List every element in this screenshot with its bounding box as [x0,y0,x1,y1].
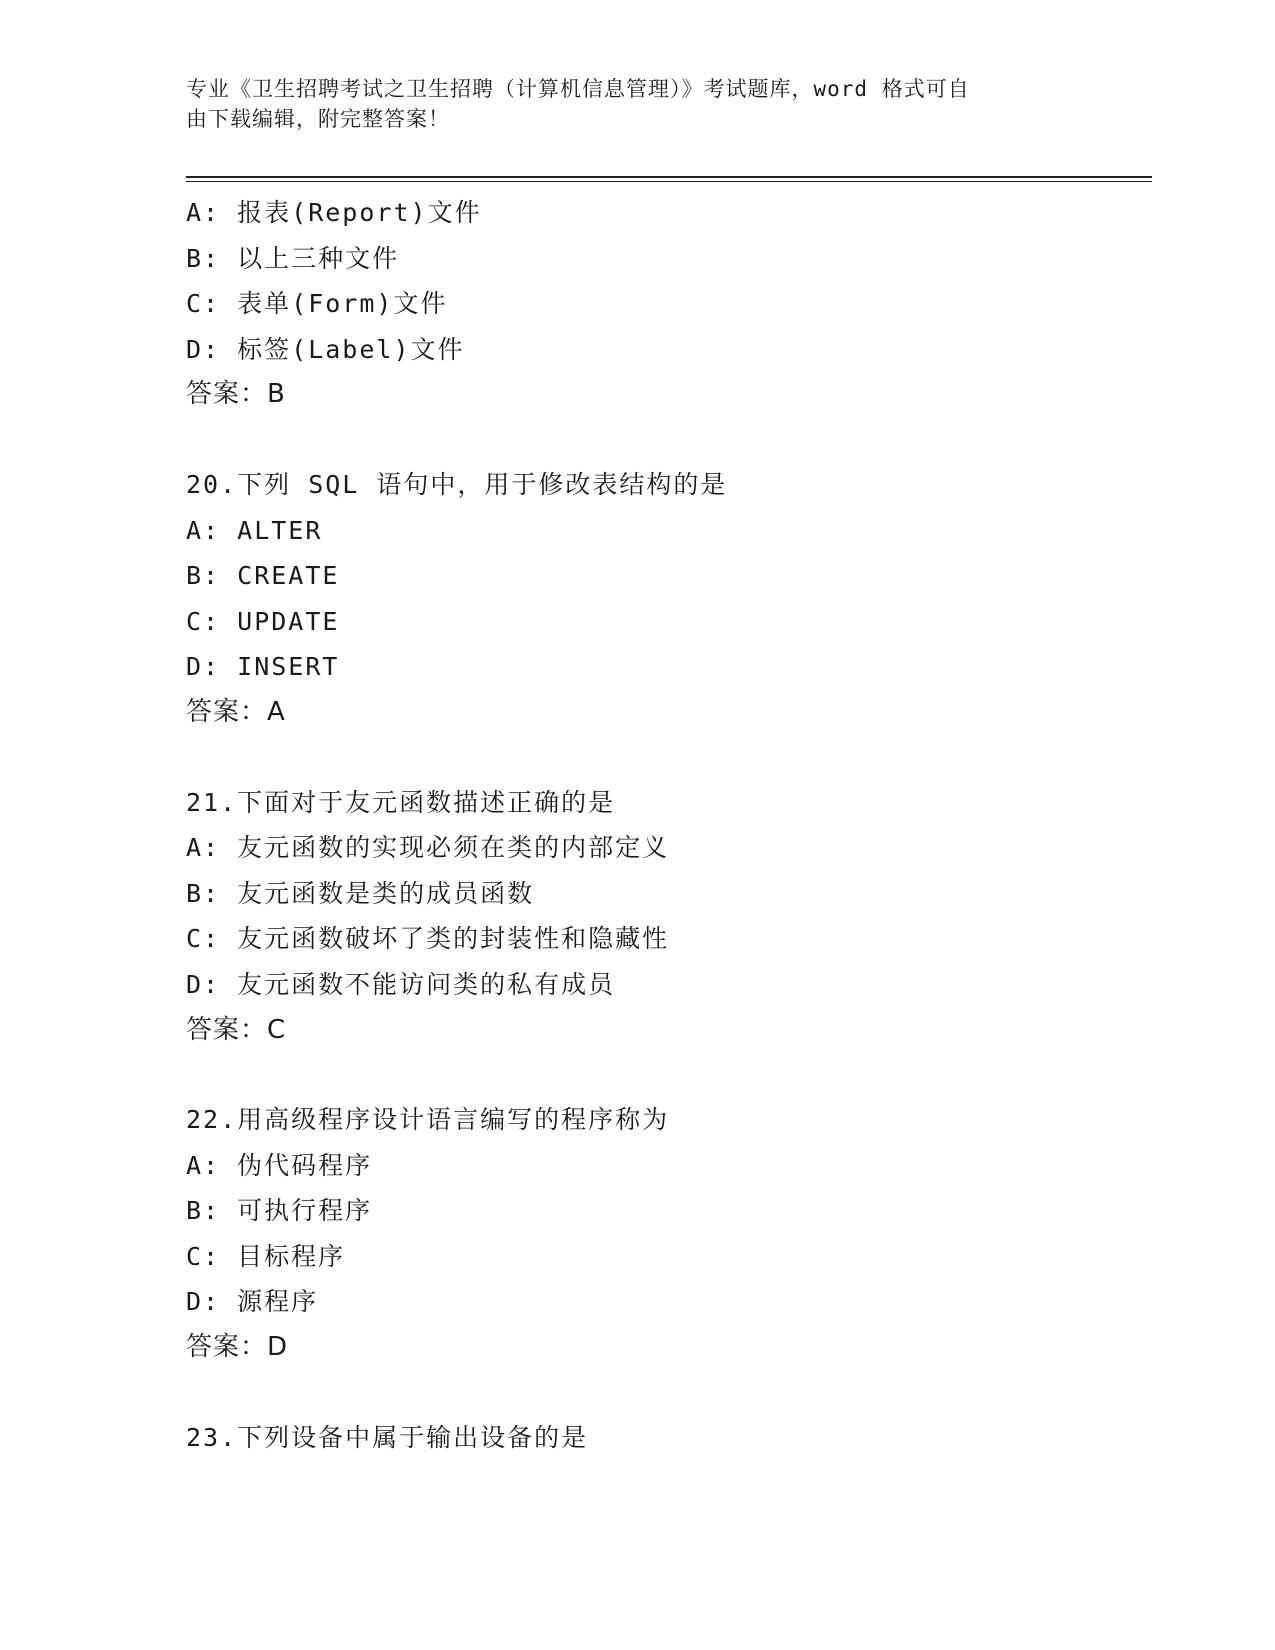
option-d: D: INSERT [186,652,340,682]
question-22 [186,1097,1152,1371]
question-list [186,190,1152,1460]
header-line-1: 专业《卫生招聘考试之卫生招聘（计算机信息管理）》考试题库，word 格式可自 [186,77,970,101]
header-line-2: 由下载编辑，附完整答案！ [186,107,450,131]
answer: 答案：D [186,1332,289,1363]
header-divider-thin [186,181,1152,182]
answer: 答案：A [186,696,286,727]
option-d: D: 源程序 [186,1287,319,1317]
option-c: C: 友元函数破坏了类的封装性和隐藏性 [186,924,670,954]
option-a: A: 报表(Report)文件 [186,198,482,227]
option-c: C: 目标程序 [186,1241,346,1271]
option-c: C: 表单(Form)文件 [186,289,448,319]
question-20 [186,462,1152,736]
document-header [186,74,1086,134]
option-b: B: 友元函数是类的成员函数 [186,878,535,908]
question-19 [186,190,1152,418]
option-d: D: 友元函数不能访问类的私有成员 [186,969,616,999]
spacer [186,1053,1152,1097]
option-b: B: 可执行程序 [186,1196,373,1226]
spacer [186,418,1152,462]
question-text: 22.用高级程序设计语言编写的程序称为 [186,1105,670,1135]
option-b: B: 以上三种文件 [186,243,400,273]
option-c: C: UPDATE [186,606,340,636]
answer: 答案：B [186,379,286,410]
question-text: 20.下列 SQL 语句中，用于修改表结构的是 [186,469,728,499]
option-b: B: CREATE [186,561,340,591]
question-text: 21.下面对于友元函数描述正确的是 [186,787,616,817]
answer: 答案：C [186,1014,287,1045]
question-23 [186,1415,1152,1461]
question-21 [186,780,1152,1054]
header-divider-thick [186,176,1152,178]
question-text: 23.下列设备中属于输出设备的是 [186,1422,589,1452]
spacer [186,736,1152,780]
option-a: A: ALTER [186,515,323,545]
option-d: D: 标签(Label)文件 [186,334,465,364]
spacer [186,1371,1152,1415]
option-a: A: 伪代码程序 [186,1150,373,1180]
option-a: A: 友元函数的实现必须在类的内部定义 [186,833,670,863]
